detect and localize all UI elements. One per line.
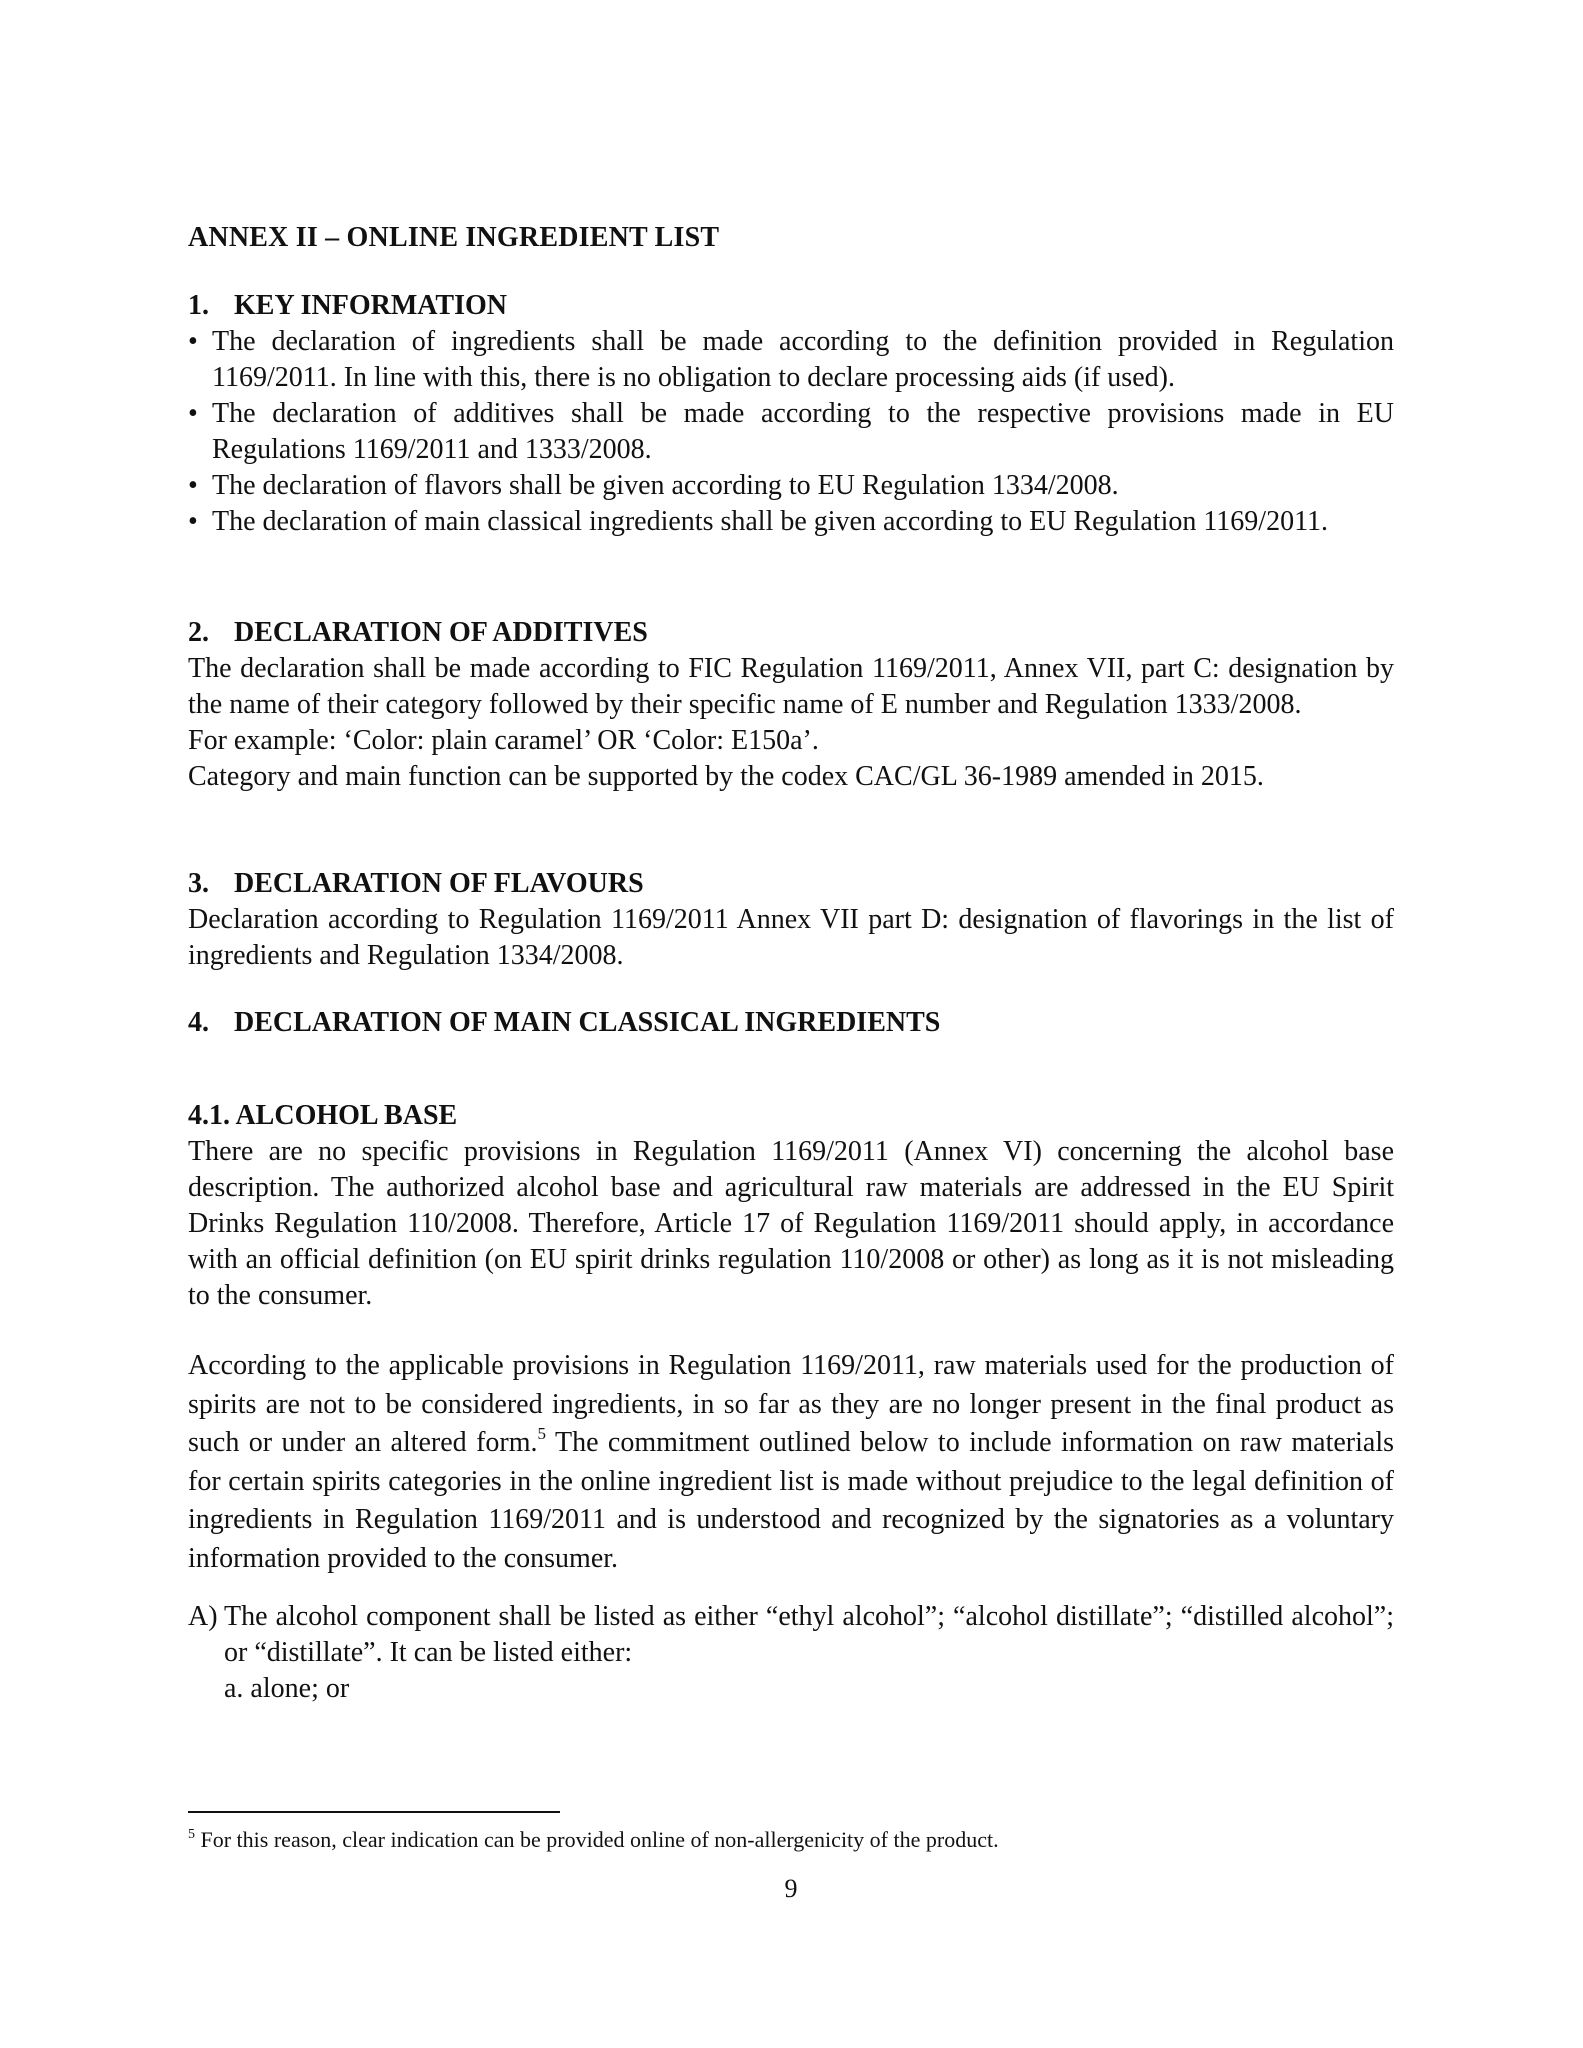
bullet-glyph: • xyxy=(188,470,198,501)
note-line: Category and main function can be supported by the codex CAC/GL 36-1989 amended in 2015. xyxy=(188,761,1264,792)
list-item xyxy=(188,468,1394,504)
bullet-glyph: • xyxy=(188,326,198,357)
section-title: DECLARATION OF FLAVOURS xyxy=(234,868,644,899)
footnote-separator xyxy=(188,1811,560,1813)
section-alcohol-base-continued xyxy=(188,1347,1394,1578)
section-number: 1. xyxy=(188,290,209,321)
annex-title: ANNEX II – ONLINE INGREDIENT LIST xyxy=(188,222,720,253)
section-number: 2. xyxy=(188,617,209,648)
section-heading xyxy=(188,1005,1394,1041)
list-item-text: The declaration of main classical ingredients shall be given according to EU Regulation 1169/2011. xyxy=(212,506,1329,537)
footnote-text: For this reason, clear indication can be provided online of non-allergenicity of the product. xyxy=(195,1827,999,1852)
section-title: KEY INFORMATION xyxy=(234,290,507,321)
list-item-text: The declaration of ingredients shall be made according to the definition provided in Regulation 1169/2011. In line with this, there is no obligation to declare processing aids (if used). xyxy=(212,326,1394,393)
section-title: DECLARATION OF MAIN CLASSICAL INGREDIENTS xyxy=(234,1007,941,1038)
subsection-heading: 4.1. ALCOHOL BASE xyxy=(188,1100,458,1131)
list-item xyxy=(188,504,1394,540)
list-marker: A) xyxy=(188,1601,218,1632)
paragraph: Declaration according to Regulation 1169/2011 Annex VII part D: designation of flavorings in the list of ingredients and Regulation 1334/2008. xyxy=(188,904,1394,971)
document-page xyxy=(188,0,1394,2048)
paragraph: The declaration shall be made according to FIC Regulation 1169/2011, Annex VII, part C: designation by the name of their category followed by their specific name of E number and Regulation 1333/2008. xyxy=(188,653,1394,720)
paragraph-text: According to the applicable provisions in Regulation 1169/2011, raw materials used for the production of spirits are not to be considered ingredients, in so far as they are no longer present in the final product as such or under an altered form. xyxy=(188,1350,1394,1458)
page-number: 9 xyxy=(784,1874,798,1903)
section-additives xyxy=(188,615,1394,795)
footnote xyxy=(188,1826,999,1854)
example-line: For example: ‘Color: plain caramel’ OR ‘Color: E150a’. xyxy=(188,725,819,756)
paragraph xyxy=(188,1347,1394,1578)
section-heading xyxy=(188,615,1394,651)
paragraph: There are no specific provisions in Regulation 1169/2011 (Annex VI) concerning the alcohol base description. The authorized alcohol base and agricultural raw materials are addressed in the EU Spirit Drinks Regulation 110/2008. Therefore, Article 17 of Regulation 1169/2011 should apply, in accordance with an official definition (on EU spirit drinks regulation 110/2008 or other) as long as it is not misleading to the consumer. xyxy=(188,1136,1394,1311)
footnote-number: 5 xyxy=(188,1827,195,1842)
section-number: 4. xyxy=(188,1007,209,1038)
key-info-list xyxy=(188,324,1394,540)
list-item-text: The alcohol component shall be listed as either “ethyl alcohol”; “alcohol distillate”; “distilled alcohol”; or “distillate”. It can be listed either: xyxy=(224,1601,1394,1668)
list-item-text: The declaration of flavors shall be given according to EU Regulation 1334/2008. xyxy=(212,470,1119,501)
bullet-glyph: • xyxy=(188,506,198,537)
section-title: DECLARATION OF ADDITIVES xyxy=(234,617,648,648)
section-heading xyxy=(188,288,1394,324)
paragraph-text: The commitment outlined below to include information on raw materials for certain spirits categories in the online ingredient list is made without prejudice to the legal definition of ingredients in Regulation 1169/2011 and is understood and recognized by the signatories as a voluntary information provided to the consumer. xyxy=(188,1427,1395,1574)
bullet-glyph: • xyxy=(188,398,198,429)
list-item xyxy=(188,324,1394,396)
section-alcohol-base xyxy=(188,1098,1394,1314)
footnote-reference[interactable]: 5 xyxy=(537,1424,547,1443)
list-item-text: The declaration of additives shall be made according to the respective provisions made in EU Regulations 1169/2011 and 1333/2008. xyxy=(212,398,1394,465)
section-number: 3. xyxy=(188,868,209,899)
section-main-ingredients xyxy=(188,1005,1394,1041)
list-item xyxy=(188,396,1394,468)
alcohol-component-list xyxy=(188,1599,1394,1707)
list-item xyxy=(188,1599,1394,1671)
sub-list-item: a. alone; or xyxy=(224,1673,350,1704)
section-heading xyxy=(188,866,1394,902)
section-key-information xyxy=(188,288,1394,540)
section-flavours xyxy=(188,866,1394,974)
